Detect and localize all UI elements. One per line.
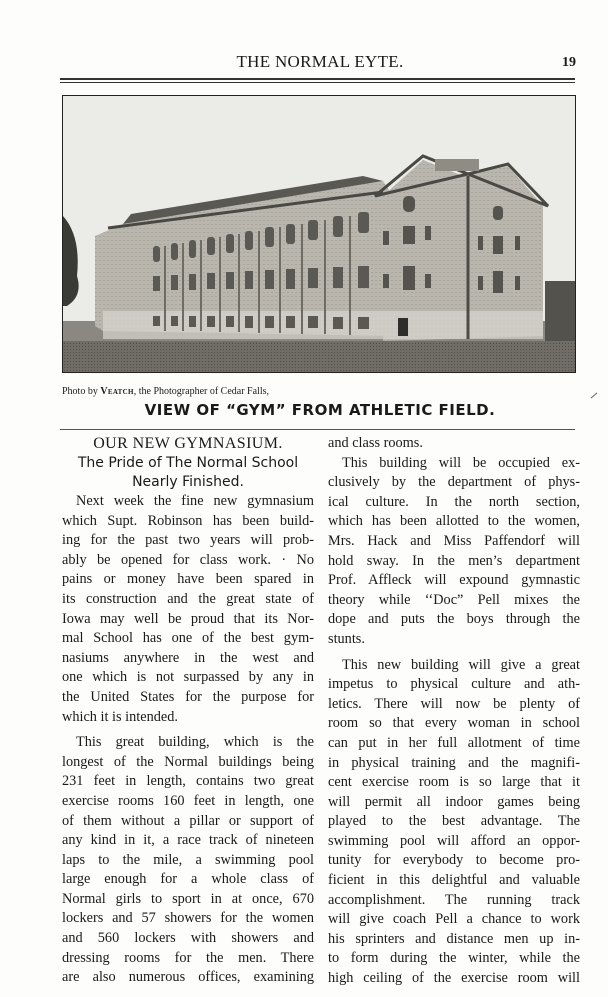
text-line: in physical training and the magnifi- xyxy=(328,754,580,771)
photo-credit xyxy=(62,386,269,397)
header-rule-thin xyxy=(60,82,575,83)
text-line: Iowa may well be proud that its Nor- xyxy=(62,610,314,627)
text-line: can put in her full allotment of time xyxy=(328,734,580,751)
article-subheadline: The Pride of The Normal School xyxy=(77,455,299,471)
text-line: exercise rooms 160 feet in length, one xyxy=(62,792,314,809)
text-line: clusively by the department of phys- xyxy=(328,474,580,491)
text-line: its construction and the great state of xyxy=(62,590,314,607)
gymnasium-photo xyxy=(62,95,576,373)
text-line: played to the best advantage. The xyxy=(328,813,580,830)
text-line: stunts. xyxy=(328,630,365,647)
text-line: Normal girls to sport in at once, 670 xyxy=(62,890,314,907)
text-line: of them without a pillar or support of xyxy=(62,812,314,829)
photo-caption: VIEW OF “GYM” FROM ATHLETIC FIELD. xyxy=(144,401,496,419)
text-line: any kind in it, a race track of nineteen xyxy=(62,832,314,849)
page-header xyxy=(60,0,580,80)
publication-title: THE NORMAL EYTE. xyxy=(236,52,404,71)
text-line: nasiums anywhere in the west and xyxy=(62,649,314,666)
article-subheadline-2: Nearly Finished. xyxy=(132,474,244,490)
text-line: tunity for everybody to become pro- xyxy=(328,852,580,869)
text-line: Next week the fine new gymnasium xyxy=(76,493,314,509)
text-line: cent exercise room is so large that it xyxy=(328,774,580,791)
text-line: will give coach Pell a chance to work xyxy=(328,911,580,928)
text-line: and 560 lockers with showers and xyxy=(62,930,314,947)
text-line: which has been allotted to the women, xyxy=(328,513,580,530)
text-line: accomplishment. The running track xyxy=(328,891,580,908)
header-rule xyxy=(60,78,575,80)
left-column xyxy=(62,434,314,988)
text-line: dope and puts the boys through the xyxy=(328,611,580,628)
text-line: pains or money have been spared in xyxy=(62,571,314,588)
text-line: swimming pool will afford an oppor- xyxy=(328,832,580,849)
building-illustration xyxy=(63,96,575,372)
text-line: dressing rooms for the men. There xyxy=(62,949,314,966)
text-line: ing for the past two years will prob- xyxy=(62,532,314,549)
photographer-name: Veatch xyxy=(100,386,134,397)
text-line: impetus to physical culture and ath- xyxy=(328,676,580,693)
credit-prefix: Photo by xyxy=(62,386,101,397)
caption-rule xyxy=(60,429,575,430)
text-line: Prof. Affleck will expound gymnastic xyxy=(328,572,580,589)
text-line: ficient in this delightful and valuable xyxy=(328,872,580,889)
text-line: longest of the Normal buildings being xyxy=(62,753,314,770)
text-line: This building will be occupied ex- xyxy=(342,454,580,471)
text-line: which Supt. Robinson has been build- xyxy=(62,512,314,529)
text-line: ably be opened for class work. · No xyxy=(62,551,314,568)
text-line: lockers and 57 showers for the women xyxy=(62,910,314,927)
text-line: This new building will give a great xyxy=(342,656,580,673)
margin-mark xyxy=(591,393,598,399)
text-line: high ceiling of the exercise room will xyxy=(328,970,580,987)
right-column xyxy=(328,434,580,989)
text-line: letics. There will now be plenty of xyxy=(328,695,580,712)
text-line: Mrs. Hack and Miss Paffendorf will xyxy=(328,532,580,549)
credit-suffix: , the Photographer of Cedar Falls, xyxy=(133,386,269,397)
right-paragraphs xyxy=(328,454,580,989)
text-line: theory while ‘‘Doc” Pell mixes the xyxy=(328,591,580,608)
text-line: the United States for the purpose for xyxy=(62,688,314,705)
continuation-line: and class rooms. xyxy=(328,435,423,451)
text-line: one which is not surpassed by any in xyxy=(62,669,314,686)
left-paragraphs xyxy=(62,492,314,988)
text-line: hold sway. In the men’s department xyxy=(328,552,580,569)
text-line: are also numerous offices, examining xyxy=(62,969,314,986)
text-line: 231 feet in length, contains two great xyxy=(62,773,314,790)
text-line: which it is intended. xyxy=(62,708,178,725)
text-line: room so that every woman in school xyxy=(328,715,580,732)
text-line: will permit all indoor games being xyxy=(328,793,580,810)
page-number: 19 xyxy=(562,55,576,70)
text-line: This great building, which is the xyxy=(76,734,314,751)
text-line: ical culture. In the north section, xyxy=(328,493,580,510)
text-line: to form during the winter, while the xyxy=(328,950,580,967)
text-line: laps to the mile, a swimming pool xyxy=(62,851,314,868)
article-headline: OUR NEW GYMNASIUM. xyxy=(93,435,283,452)
text-line: mal School has one of the best gym- xyxy=(62,630,314,647)
text-line: his sprinters and distance men up in- xyxy=(328,930,580,947)
text-line: large enough for a whole class of xyxy=(62,871,314,888)
